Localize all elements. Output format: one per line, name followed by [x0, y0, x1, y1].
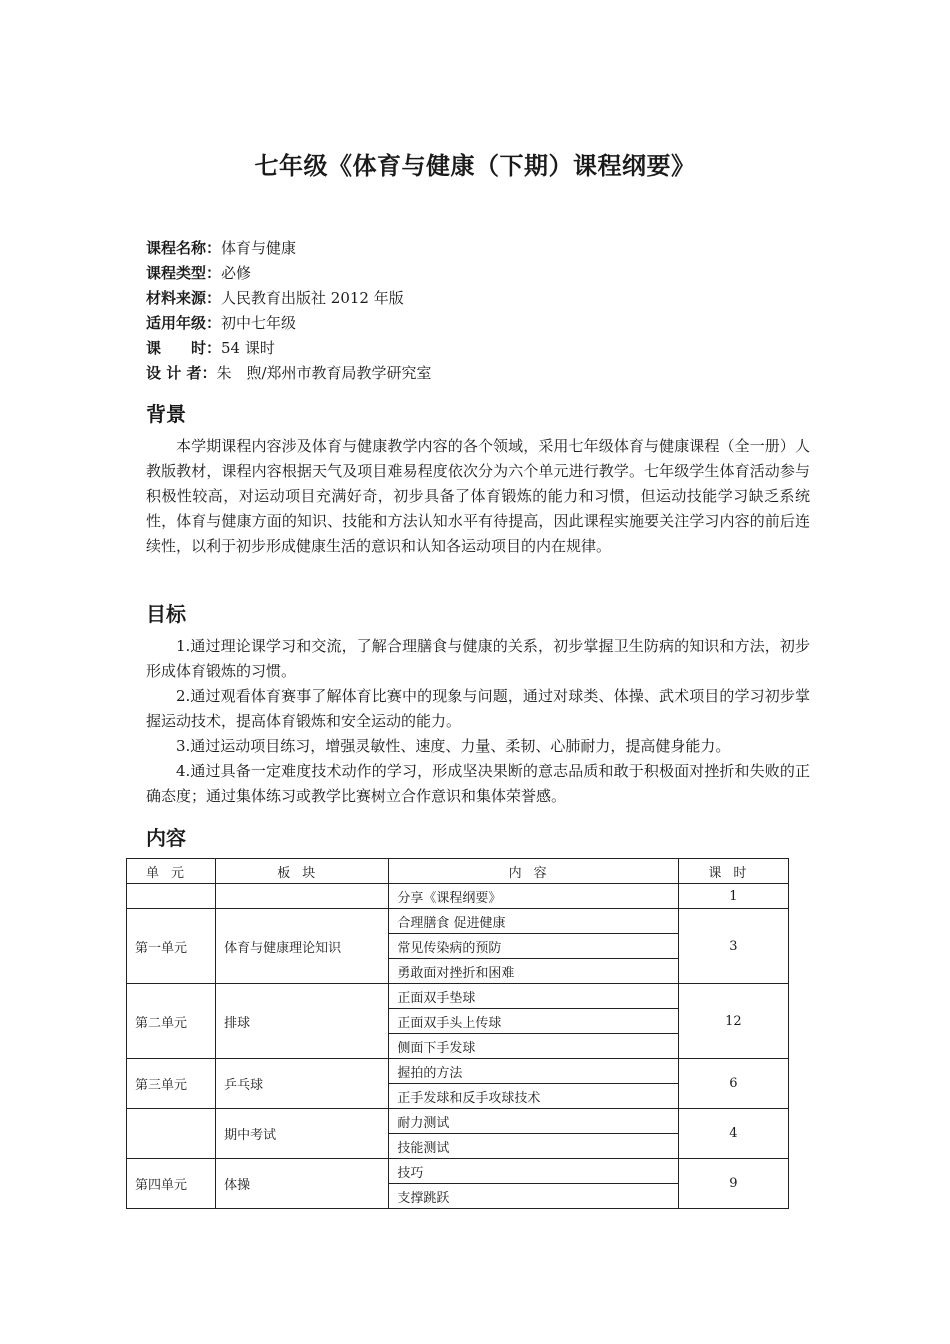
content-cell: 勇敢面对挫折和困难: [389, 959, 678, 984]
hours-cell: 3: [678, 909, 788, 984]
table-header-row: [127, 859, 789, 884]
meta-designer: [146, 361, 806, 386]
block-cell: 排球: [216, 984, 389, 1059]
hours-cell: 4: [678, 1109, 788, 1159]
goals-list: [146, 634, 810, 809]
content-cell: 支撑跳跃: [389, 1184, 678, 1209]
content-cell: 正面双手头上传球: [389, 1009, 678, 1034]
header-hours: 课时: [678, 859, 788, 884]
meta-course-type: [146, 261, 806, 286]
meta-value: 必修: [221, 264, 252, 282]
meta-material-source: [146, 286, 806, 311]
unit-cell: [127, 884, 216, 909]
meta-value: 人民教育出版社 2012 年版: [221, 289, 404, 307]
content-cell: 分享《课程纲要》: [389, 884, 678, 909]
meta-course-name: [146, 236, 806, 261]
meta-value: 体育与健康: [221, 239, 297, 257]
unit-cell: 第二单元: [127, 984, 216, 1059]
unit-cell: 第一单元: [127, 909, 216, 984]
content-cell: 正面双手垫球: [389, 984, 678, 1009]
content-heading: 内容: [146, 826, 186, 850]
course-info: [146, 236, 806, 386]
content-cell: 技能测试: [389, 1134, 678, 1159]
content-cell: 常见传染病的预防: [389, 934, 678, 959]
hours-cell: 6: [678, 1059, 788, 1109]
block-cell: 期中考试: [216, 1109, 389, 1159]
content-cell: 正手发球和反手攻球技术: [389, 1084, 678, 1109]
content-cell: 技巧: [389, 1159, 678, 1184]
content-cell: 握拍的方法: [389, 1059, 678, 1084]
unit-cell: 第四单元: [127, 1159, 216, 1209]
meta-value: 54 课时: [221, 339, 275, 357]
meta-class-hours: [146, 336, 806, 361]
table-row: [127, 1109, 789, 1134]
goals-heading: 目标: [146, 602, 186, 626]
hours-cell: 12: [678, 984, 788, 1059]
meta-label: 适用年级：: [146, 314, 222, 332]
meta-value: 初中七年级: [221, 314, 297, 332]
meta-label: 课程类型：: [146, 264, 222, 282]
course-outline-table: [126, 858, 789, 1209]
table-row: [127, 909, 789, 934]
content-cell: 耐力测试: [389, 1109, 678, 1134]
background-heading: 背景: [146, 402, 186, 426]
goal-item: 4.通过具备一定难度技术动作的学习，形成坚决果断的意志品质和敢于积极面对挫折和失败的正确态度；通过集体练习或教学比赛树立合作意识和集体荣誉感。: [146, 762, 810, 805]
block-cell: 体操: [216, 1159, 389, 1209]
meta-grade: [146, 311, 806, 336]
meta-label: 设 计 者：: [146, 364, 217, 382]
content-cell: 合理膳食 促进健康: [389, 909, 678, 934]
unit-cell: [127, 1109, 216, 1159]
block-cell: [216, 884, 389, 909]
table-row: [127, 1059, 789, 1084]
goal-item: 1.通过理论课学习和交流，了解合理膳食与健康的关系，初步掌握卫生防病的知识和方法，初步形成体育锻炼的习惯。: [146, 637, 810, 680]
background-paragraph: 本学期课程内容涉及体育与健康教学内容的各个领域，采用七年级体育与健康课程（全一册）人教版教材，课程内容根据天气及项目难易程度依次分为六个单元进行教学。七年级学生体育活动参与积极性较高，对运动项目充满好奇，初步具备了体育锻炼的能力和习惯，但运动技能学习缺乏系统性，体育与健康方面的知识、技能和方法认知水平有待提高，因此课程实施要关注学习内容的前后连续性，以利于初步形成健康生活的意识和认知各运动项目的内在规律。: [146, 437, 810, 555]
block-cell: 体育与健康理论知识: [216, 909, 389, 984]
hours-cell: 9: [678, 1159, 788, 1209]
header-unit: 单元: [127, 859, 216, 884]
table-row: [127, 1159, 789, 1184]
meta-label: 课 时：: [146, 339, 222, 357]
meta-label: 材料来源：: [146, 289, 222, 307]
unit-cell: 第三单元: [127, 1059, 216, 1109]
content-cell: 侧面下手发球: [389, 1034, 678, 1059]
goal-item: 3.通过运动项目练习，增强灵敏性、速度、力量、柔韧、心肺耐力，提高健身能力。: [176, 737, 731, 755]
meta-label: 课程名称：: [146, 239, 222, 257]
goal-item: 2.通过观看体育赛事了解体育比赛中的现象与问题，通过对球类、体操、武术项目的学习初步掌握运动技术，提高体育锻炼和安全运动的能力。: [146, 687, 810, 730]
header-block: 板块: [216, 859, 389, 884]
hours-cell: 1: [678, 884, 788, 909]
table-row: [127, 984, 789, 1009]
meta-value: 朱 煦/郑州市教育局教学研究室: [216, 364, 432, 382]
header-content: 内容: [389, 859, 678, 884]
block-cell: 乒乓球: [216, 1059, 389, 1109]
table-row: [127, 884, 789, 909]
document-title: 七年级《体育与健康（下期）课程纲要》: [254, 152, 696, 180]
